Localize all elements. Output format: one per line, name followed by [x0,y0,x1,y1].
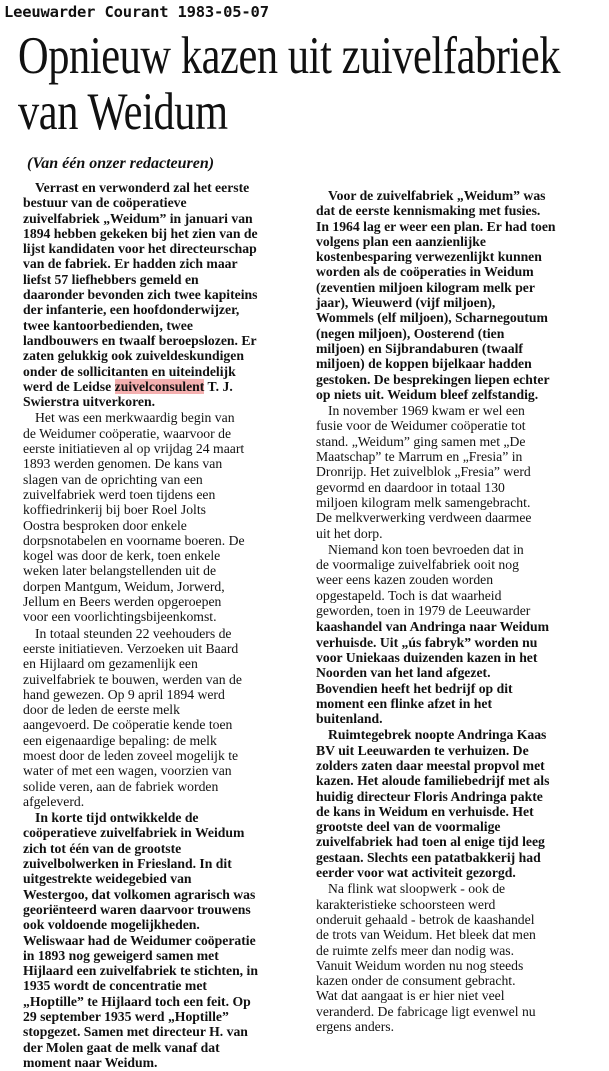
paragraph-9: Na flink wat sloopwerk - ook de karakteristieke schoorsteen werd onderuit gehaald - betrok de kaashandel de trots van Weidum. Het bleek dat men de ruimte zelfs meer dan nodig was. Vanuit Weidum worden nu nog steeds kazen onder de consument gebracht. Wat dat aangaat is er hier niet veel veranderd. De fabricage ligt evenwel nu ergens anders. [316,881,536,1035]
paragraph-7-continued: kaashandel van Andringa naar Weidum verhuisde. Uit „ús fabryk” worden nu voor Uniekaas duizenden kazen in het Noorden van het land afgezet. Bovendien heeft het bedrijf op dit moment een flinke afzet in het buitenland. [316,619,550,727]
article-column-right [316,188,588,1035]
paragraph-6: In november 1969 kwam er wel een fusie voor de Weidumer coöperatie tot stand. „Weidum” ging samen met „De Maatschap” te Marrum en „Fresia” in Dronrijp. Het zuivelblok „Fresia” werd gevormd en daardoor in totaal 130 miljoen kilogram melk samengebracht. De melkverwerking verdween daarmee uit het dorp. [316,403,532,541]
highlighted-term: zuivelconsulent [114,378,205,394]
headline-line-1: Opnieuw kazen uit zuivelfabriek [18,27,561,85]
paragraph-3: In totaal steunden 22 veehouders de eerste initiatieven. Verzoeken uit Baard en Hijlaard om gezamenlijk een zuivelfabriek te bouwen, werden van de hand gewezen. Op 9 april 1894 werd door de leden de eerste melk aangevoerd. De coöperatie kende toen een eigenaardige bepaling: de melk moest door de leden zoveel mogelijk te water of met een wagen, voorzien van solide veren, aan de fabriek worden afgeleverd. [23,625,242,809]
headline [18,27,561,141]
paragraph-1-text-b: T. J. Swierstra uitverkoren. [23,378,233,410]
paragraph-1 [23,180,285,409]
article-column-left [23,180,285,1071]
headline-line-2: van Weidum [18,83,228,141]
newspaper-source: Leeuwarder Courant 1983-05-07 [4,3,269,21]
paragraph-7: Niemand kon toen bevroeden dat in de voormalige zuivelfabriek ooit nog weer eens kazen zouden worden opgestapeld. Toch is dat waarheid geworden, toen in 1979 de Leeuwarder [316,541,531,619]
paragraph-2: Het was een merkwaardig begin van de Weidumer coöperatie, waarvoor de eerste initiatieven al op vrijdag 24 maart 1893 werden genomen. De kans van slagen van de oprichting van een zuivelfabriek werd toen tijdens een koffiedrinkerij bij boer Roel Jolts Oostra besproken door enkele dorpsnotabelen en voorname boeren. De kogel was door de kerk, toen enkele weken later belangstellenden uit de dorpen Mantgum, Weidum, Jorwerd, Jellum en Beers werden opgeroepen voor een voorlichtingsbijeenkomst. [23,410,245,625]
paragraph-8: Ruimtegebrek noopte Andringa Kaas BV uit Leeuwarden te verhuizen. De zolders zaten daar meestal propvol met kazen. Het aloude familiebedrijf met als huidig directeur Floris Andringa pakte de kans in Weidum en verhuisde. Het grootste deel van de voormalige zuivelfabriek had toen al enige tijd leeg gestaan. Slechts een patatbakkerij had eerder voor wat activiteit gezorgd. [316,727,550,881]
byline: (Van één onzer redacteuren) [27,155,215,172]
paragraph-5: Voor de zuivelfabriek „Weidum” was dat de eerste kennismaking met fusies. In 1964 lag er weer een plan. Er had toen volgens plan een aanzienlijke kostenbesparing verwezenlijkt kunnen worden als de coöperaties in Weidum (zeventien miljoen kilogram melk per jaar), Wieuwerd (vijf miljoen), Wommels (elf miljoen), Scharnegoutum (negen miljoen), Oosterend (tien miljoen) en Sijbrandaburen (twaalf miljoen) de koppen bijelkaar hadden gestoken. De besprekingen liepen echter op niets uit. Weidum bleef zelfstandig. [316,188,556,402]
paragraph-1-text-a: Verrast en verwonderd zal het eerste bestuur van de coöperatieve zuivelfabriek „Weidum” in januari van 1894 hebben gekeken bij het zien van de lijst kandidaten voor het directeurschap van de fabriek. Er hadden zich maar liefst 57 liefhebbers gemeld en daaronder bevonden zich twee kapiteins der infanterie, een hoofdonderwijzer, twee kantoorbedienden, twee landbouwers en twaalf beroepslozen. Er zaten gelukkig ook zuiveldeskundigen onder de sollicitanten en uiteindelijk werd de Leidse [23,180,258,394]
paragraph-4: In korte tijd ontwikkelde de coöperatieve zuivelfabriek in Weidum zich tot één van de grootste zuivelbolwerken in Friesland. In dit uitgestrekte weidegebied van Westergoo, dat volkomen agrarisch was georiënteerd waren daarvoor trouwens ook voldoende mogelijkheden. Weliswaar had de Weidumer coöperatie in 1893 nog geweigerd samen met Hijlaard een zuivelfabriek te stichten, in 1935 wordt de concentratie met „Hoptille” te Hijlaard toch een feit. Op 29 september 1935 werd „Hoptille” stopgezet. Samen met directeur H. van der Molen gaat de melk vanaf dat moment naar Weidum. [23,810,258,1070]
